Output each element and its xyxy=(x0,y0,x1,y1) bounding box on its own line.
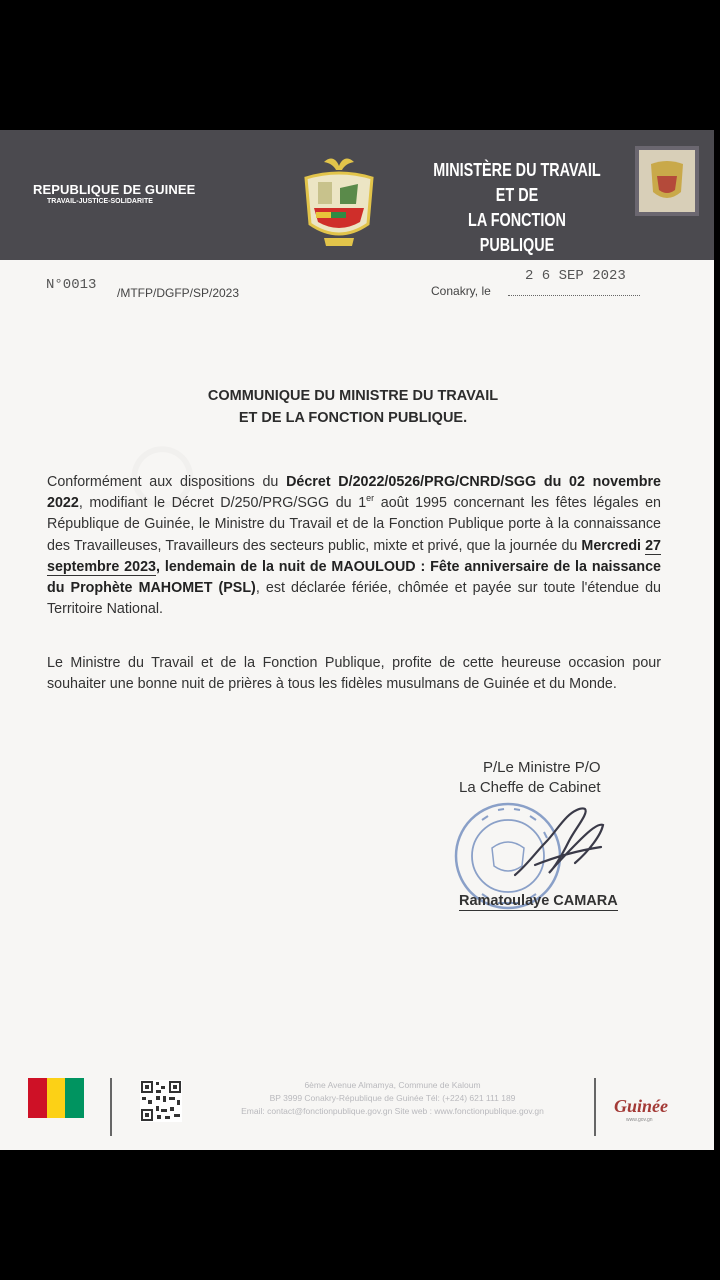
signature-role-line1: P/Le Ministre P/O xyxy=(483,759,601,776)
city-date-label: Conakry, le xyxy=(431,284,491,298)
footer-email-website: Email: contact@fonctionpublique.gov.gn Site web : www.fonctionpublique.gov.gn xyxy=(241,1106,544,1116)
signer-name: Ramatoulaye CAMARA xyxy=(459,893,618,909)
ministry-title xyxy=(430,158,604,258)
p1-text-c: , modifiant le Décret D/250/PRG/SGG du 1 xyxy=(78,495,367,512)
body-paragraph-1 xyxy=(47,472,661,620)
qr-code-icon xyxy=(140,1080,182,1122)
p1-text-h: , est déclarée fériée, chômée et payée sur toute l'étendue du Territoire National. xyxy=(47,580,662,618)
guinee-brand-url: www.gov.gn xyxy=(626,1117,653,1123)
holiday-weekday: Mercredi xyxy=(581,537,646,554)
reference-suffix: /MTFP/DGFP/SP/2023 xyxy=(117,286,240,300)
communique-title-line1: COMMUNIQUE DU MINISTRE DU TRAVAIL xyxy=(207,388,499,404)
p1-superscript: er xyxy=(366,493,375,504)
republic-title: REPUBLIQUE DE GUINEE xyxy=(33,182,196,197)
p1-text-d: août 1995 concernant les fêtes légales en République de Guinée, le Ministre du Travail et de la Fonction Publique porte à la connaissance des Travailleuses, Travailleurs des secteurs public, mixte et privé, que la journée du xyxy=(47,495,661,554)
coat-of-arms-icon xyxy=(296,148,382,248)
body-paragraph-2: Le Ministre du Travail et de la Fonction Publique, profite de cette heureuse occasion pour souhaiter une bonne nuit de prières à tous les fidèles musulmans de Guinée et du Monde. xyxy=(47,655,661,692)
communique-title-line2: ET DE LA FONCTION PUBLIQUE. xyxy=(238,410,468,426)
date-dotted-line xyxy=(508,285,640,296)
reference-number: N°0013 xyxy=(46,277,97,293)
footer-contact: BP 3999 Conakry-République de Guinée Tél: (+224) 621 111 189 xyxy=(269,1093,516,1103)
seal-emblem-icon xyxy=(635,146,699,216)
document-page xyxy=(0,130,714,1150)
ministry-title-line1: MINISTÈRE DU TRAVAIL ET DE xyxy=(433,160,601,205)
guinea-flag-icon xyxy=(28,1078,84,1118)
letterhead-band xyxy=(0,130,714,260)
guinee-brand-logo: Guinée xyxy=(614,1096,668,1116)
holiday-date: 27 septembre 2023 xyxy=(47,537,661,575)
footer-divider-right xyxy=(594,1078,596,1136)
decree-reference: Décret D/2022/0526/PRG/CNRD/SGG du 02 novembre 2022 xyxy=(47,474,661,512)
date-stamp: 2 6 SEP 2023 xyxy=(525,268,626,284)
footer-address: 6ème Avenue Almamya, Commune de Kaloum xyxy=(304,1080,481,1090)
ministry-title-line2: LA FONCTION PUBLIQUE xyxy=(468,210,566,255)
communique-title xyxy=(120,385,586,429)
signature-role-line2: La Cheffe de Cabinet xyxy=(459,779,601,796)
holiday-occasion: , lendemain de la nuit de MAOULOUD : Fête anniversaire de la naissance du Prophète MAHOMET (PSL) xyxy=(47,558,661,597)
p1-text-a: Conformément aux dispositions du xyxy=(47,474,287,490)
footer-divider-left xyxy=(110,1078,112,1136)
republic-motto: TRAVAIL-JUSTICE-SOLIDARITE xyxy=(47,198,153,205)
handwritten-signature xyxy=(505,795,615,890)
